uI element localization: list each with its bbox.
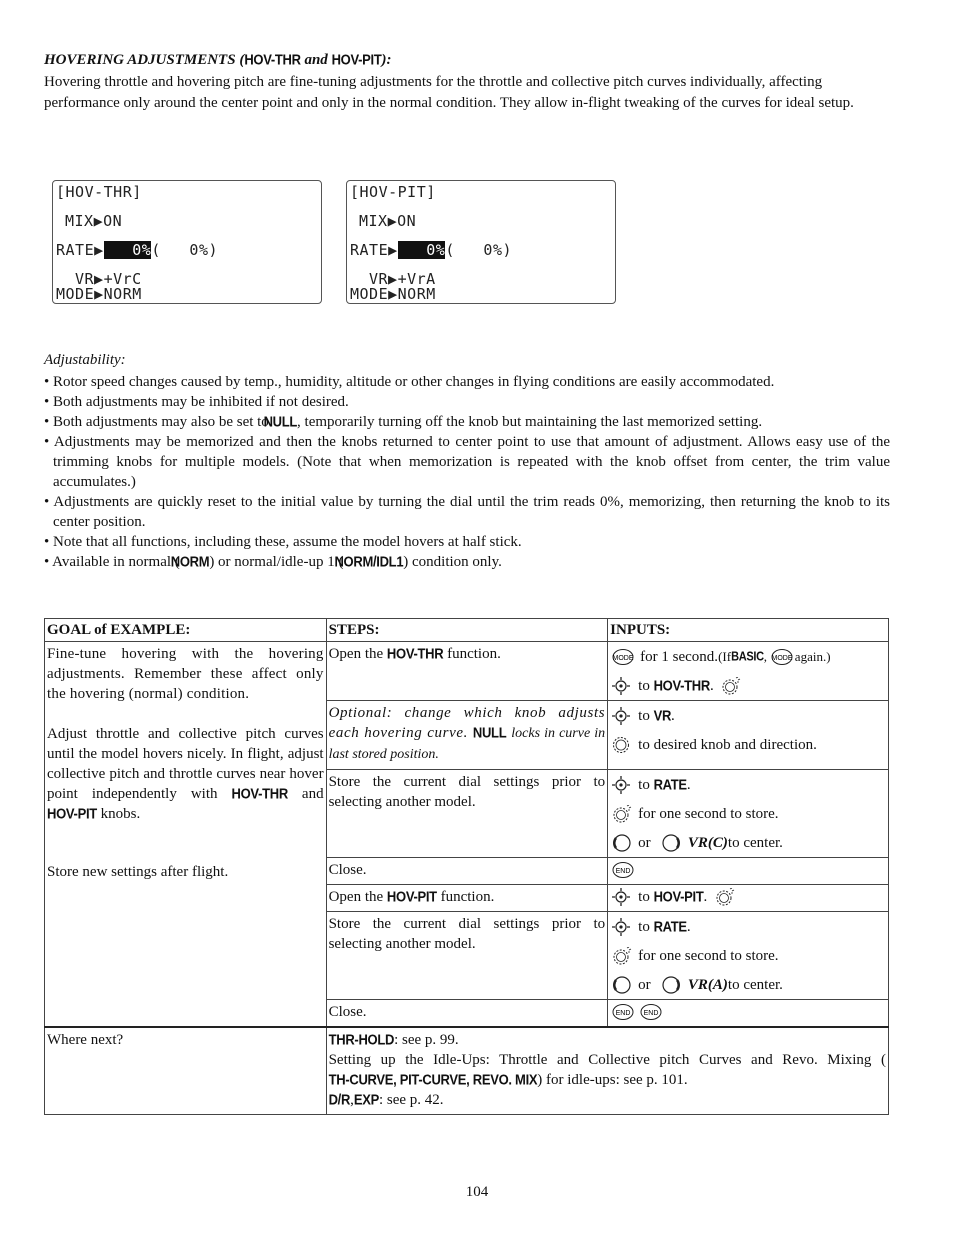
step-store-settings: Store the current dial settings prior to selecting another model.: [326, 770, 608, 858]
lcd-mode: MODE▶NORM: [350, 285, 436, 303]
step-open-hov-thr: Open the HOV-THR function.: [326, 642, 608, 701]
bullet-item: • Rotor speed changes caused by temp., humidity, altitude or other changes in flying conditions are easily accommodated.: [44, 374, 775, 390]
knob-right-icon: [662, 834, 682, 852]
knob-left-icon: [612, 834, 632, 852]
goal-text: Fine-tune hovering with the hovering adjustments. Remember these affect only the hovering (normal) condition.: [47, 646, 324, 702]
knob-left-icon: [612, 976, 632, 994]
svg-text:MODE: MODE: [771, 654, 793, 662]
dial-icon: [612, 736, 632, 754]
bullet-item: • Both adjustments may also be set to NULL, temporarily turning off the knob but maintaining the last memorized setting.: [44, 412, 763, 431]
bullet-item: • Note that all functions, including these, assume the model hovers at half stick.: [44, 534, 522, 550]
inputs-open-hov-pit: to HOV-PIT .: [608, 885, 889, 912]
svg-text:END: END: [643, 1010, 659, 1017]
lcd-rate-rest: ( 0%): [445, 241, 513, 259]
lcd-hov-pit-screen: [346, 180, 616, 304]
inputs-open-hov-thr: MODE for 1 second. (If BASIC , MODE again.) to HOV-THR .: [608, 642, 889, 701]
bullet-item: • Adjustments are quickly reset to the initial value by turning the dial until the trim reads 0%, memorizing, then returning the knob to its center position.: [44, 494, 890, 530]
bullet-item: • Adjustments may be memorized and then the knobs returned to center point to use that amount of adjustment. Allows easy use of the trimming knobs for multiple models. (Note that when memorization is repeated with the knob offset from center, the trim value accumulates.): [44, 434, 890, 490]
step-close-2: Close.: [326, 1000, 608, 1028]
dial-icon: [721, 677, 741, 695]
bullet-item: • Both adjustments may be inhibited if not desired.: [44, 394, 349, 410]
intro-paragraph: Hovering throttle and hovering pitch are fine-tuning adjustments for the throttle and collective pitch curves individually, affecting performance only around the center point and only in the normal condition. They allow in-flight tweaking of the curves for ideal setup.: [44, 74, 854, 111]
adjustability-list: [44, 372, 890, 572]
step-open-hov-pit: Open the HOV-PIT function.: [326, 885, 608, 912]
where-next-content: THR-HOLD: see p. 99. Setting up the Idle-Ups: Throttle and Collective pitch Curves and Revo. Mixing (TH-CURVE, PIT-CURVE, REVO. MIX) for idle-ups: see p. 101. D/R,EXP: see p. 42.: [326, 1027, 888, 1115]
lcd-rate-value: 0%: [397, 241, 446, 259]
lcd-rate-value: 0%: [103, 241, 152, 259]
goal-cell: [45, 642, 327, 1028]
lcd-vr: VR▶+VrA: [369, 270, 436, 288]
dial-icon: [612, 805, 632, 823]
dial-icon: [715, 888, 735, 906]
lcd-title: [HOV-THR]: [56, 183, 142, 201]
svg-text:END: END: [615, 868, 631, 875]
inputs-store-settings: to RATE . for one second to store. or VR(C) to center.: [608, 770, 889, 858]
col-header-inputs: INPUTS:: [608, 619, 889, 642]
lcd-mode: MODE▶NORM: [56, 285, 142, 303]
cursor-pad-icon: [612, 918, 632, 936]
inputs-close-2: [608, 1000, 889, 1028]
lcd-mix: MIX▶ON: [359, 212, 417, 230]
step-close: Close.: [326, 858, 608, 885]
col-header-steps: STEPS:: [326, 619, 608, 642]
bullet-item: • Available in normal (NORM) or normal/idle-up 1 (NORM/IDL1) condition only.: [44, 552, 502, 571]
lcd-rate-rest: ( 0%): [151, 241, 219, 259]
step-store-settings-2: Store the current dial settings prior to selecting another model.: [326, 912, 608, 1000]
mode-button-icon: [771, 648, 793, 666]
svg-text:MODE: MODE: [612, 654, 634, 662]
section-heading: HOVERING ADJUSTMENTS (HOV-THR and HOV-PIT):: [44, 50, 392, 69]
mode-button-icon: [612, 648, 634, 666]
end-button-icon: [640, 1003, 662, 1021]
lcd-title: [HOV-PIT]: [350, 183, 436, 201]
example-table: [44, 618, 889, 1115]
inputs-store-settings-2: to RATE . for one second to store. or VR(A) to center.: [608, 912, 889, 1000]
lcd-hov-thr-screen: [52, 180, 322, 304]
adjustability-title: Adjustability:: [44, 352, 126, 368]
page-number: 104: [465, 1184, 489, 1200]
cursor-pad-icon: [612, 707, 632, 725]
knob-right-icon: [662, 976, 682, 994]
end-button-icon: [612, 1003, 634, 1021]
cursor-pad-icon: [612, 677, 632, 695]
cursor-pad-icon: [612, 888, 632, 906]
lcd-rate-label: RATE▶: [56, 241, 104, 259]
goal-text: Adjust throttle and collective pitch curves until the model hovers nicely. In flight, adjust collective pitch and throttle curves near hover point independently with HOV-THR and HOV-PIT knobs.: [47, 726, 324, 823]
step-optional-knob: Optional: change which knob adjusts each hovering curve. NULL locks in curve in last stored position.: [326, 701, 608, 770]
end-button-icon: [612, 861, 634, 879]
col-header-goal: GOAL of EXAMPLE:: [45, 619, 327, 642]
svg-text:END: END: [615, 1010, 631, 1017]
cursor-pad-icon: [612, 776, 632, 794]
lcd-rate-label: RATE▶: [350, 241, 398, 259]
where-next-label: Where next?: [45, 1027, 327, 1115]
lcd-vr: VR▶+VrC: [75, 270, 142, 288]
dial-icon: [612, 947, 632, 965]
goal-text: Store new settings after flight.: [47, 864, 229, 880]
inputs-close: [608, 858, 889, 885]
lcd-mix: MIX▶ON: [65, 212, 123, 230]
inputs-optional-knob: to VR . to desired knob and direction.: [608, 701, 889, 770]
